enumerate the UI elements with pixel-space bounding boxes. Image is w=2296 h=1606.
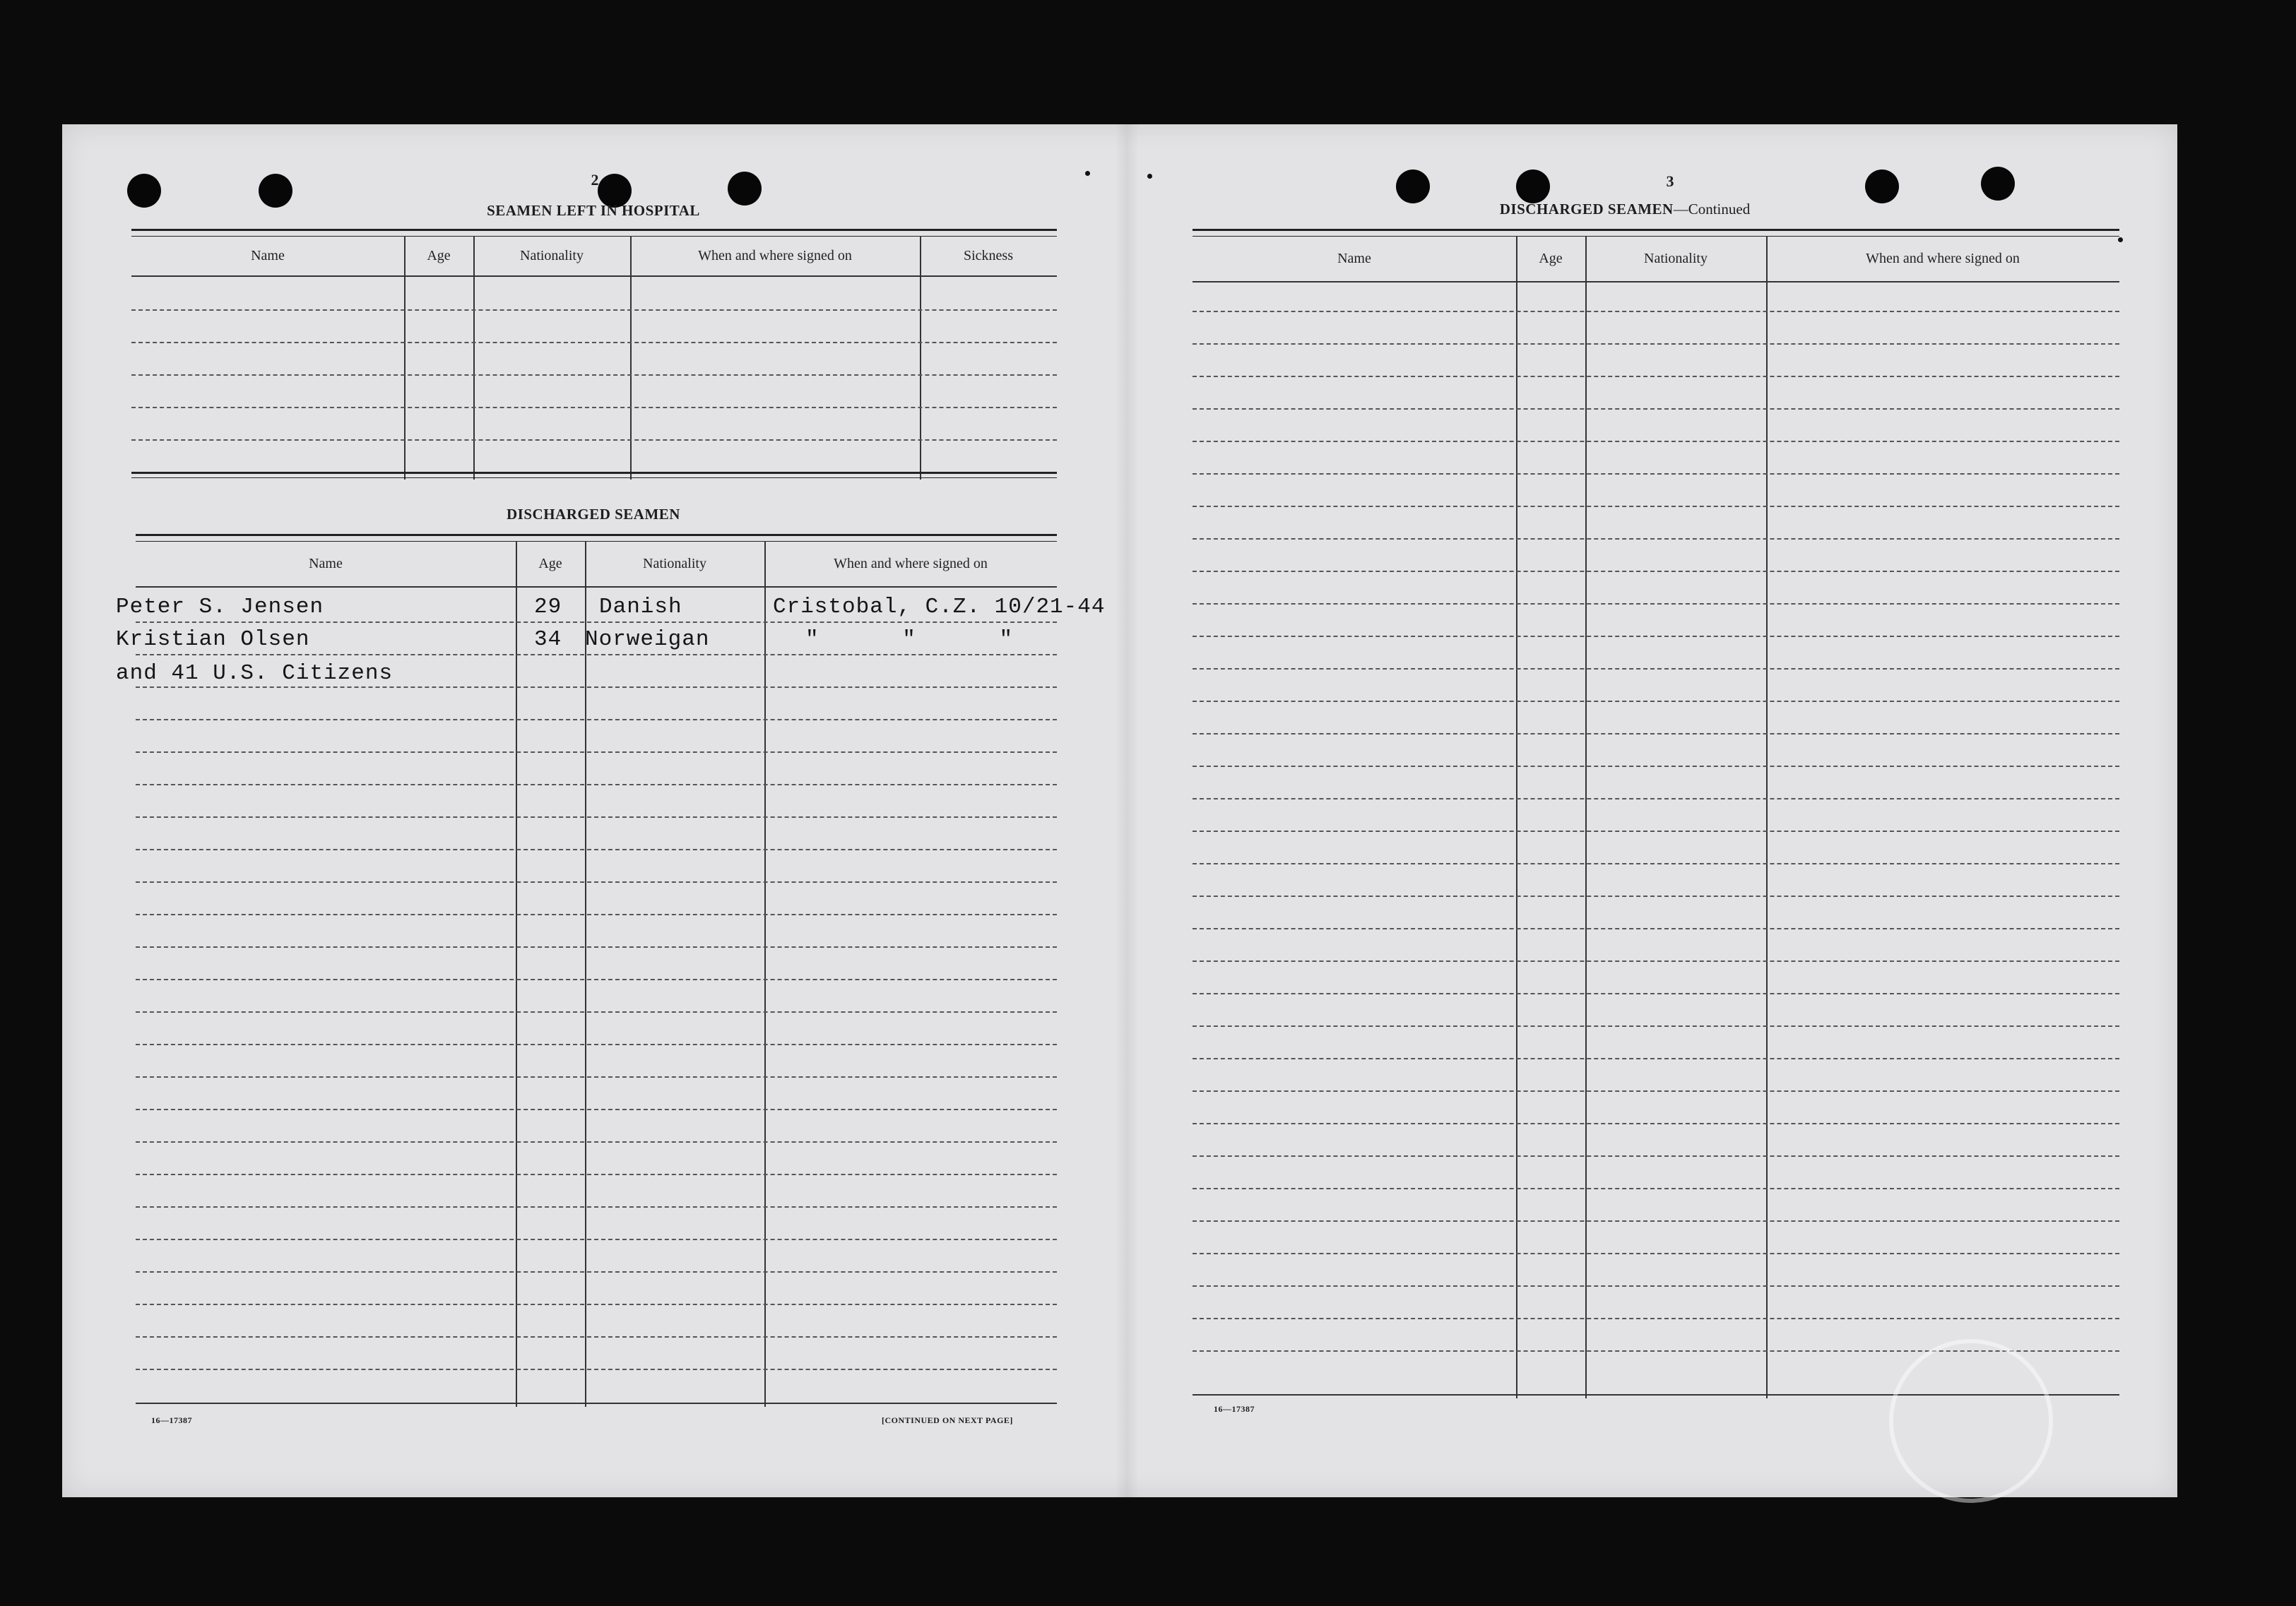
col-header-name: Name xyxy=(309,555,343,571)
page-fold xyxy=(1115,124,1139,1497)
page-number-left: 2 xyxy=(591,171,599,189)
discharged-section-title: DISCHARGED SEAMEN xyxy=(507,506,680,523)
col-header-signed-on: When and where signed on xyxy=(698,247,852,263)
col-header-nationality: Nationality xyxy=(643,555,706,571)
page-number-right: 3 xyxy=(1666,172,1674,190)
discharged-continued-table xyxy=(1193,229,2119,1401)
seaman-name: Kristian Olsen xyxy=(116,627,310,652)
col-header-nationality: Nationality xyxy=(520,247,584,263)
seaman-age: 34 xyxy=(534,627,562,652)
punch-hole xyxy=(1516,169,1550,203)
seaman-nationality: Danish xyxy=(599,595,682,619)
col-header-nationality: Nationality xyxy=(1644,250,1708,266)
punch-hole xyxy=(259,174,292,208)
form-number-left: 16—17387 xyxy=(151,1415,192,1425)
seaman-nationality: Norweigan xyxy=(585,627,710,652)
title-suffix: —Continued xyxy=(1673,201,1751,218)
punch-hole xyxy=(127,174,161,208)
faint-stamp xyxy=(1889,1339,2053,1503)
seaman-age: 29 xyxy=(534,595,562,619)
ink-speck xyxy=(1085,171,1090,176)
col-header-sickness: Sickness xyxy=(964,247,1013,263)
continued-note: [CONTINUED ON NEXT PAGE] xyxy=(882,1415,1013,1425)
col-header-name: Name xyxy=(1337,250,1371,266)
seaman-name: Peter S. Jensen xyxy=(116,595,324,619)
col-header-name: Name xyxy=(251,247,285,263)
form-number-right: 16—17387 xyxy=(1214,1404,1255,1414)
punch-hole xyxy=(1396,169,1430,203)
seaman-name: and 41 U.S. Citizens xyxy=(116,661,393,686)
seaman-signed-on: " " " xyxy=(805,627,1014,652)
seaman-signed-on: Cristobal, C.Z. 10/21-44 xyxy=(773,595,1106,619)
discharged-table xyxy=(116,534,1106,1407)
punch-hole xyxy=(1865,169,1899,203)
discharged-continued-title xyxy=(1484,201,1766,218)
punch-hole xyxy=(1981,167,2015,201)
punch-hole xyxy=(728,172,762,206)
col-header-signed-on: When and where signed on xyxy=(1866,250,2020,266)
hospital-table xyxy=(131,229,1057,483)
col-header-age: Age xyxy=(1539,250,1563,266)
ink-speck xyxy=(1147,174,1152,179)
title-text: DISCHARGED SEAMEN xyxy=(1499,201,1674,218)
col-header-age: Age xyxy=(427,247,451,263)
col-header-signed-on: When and where signed on xyxy=(834,555,988,571)
document-sheet xyxy=(62,124,2177,1497)
hospital-section-title: SEAMEN LEFT IN HOSPITAL xyxy=(487,202,700,219)
col-header-age: Age xyxy=(538,555,562,571)
